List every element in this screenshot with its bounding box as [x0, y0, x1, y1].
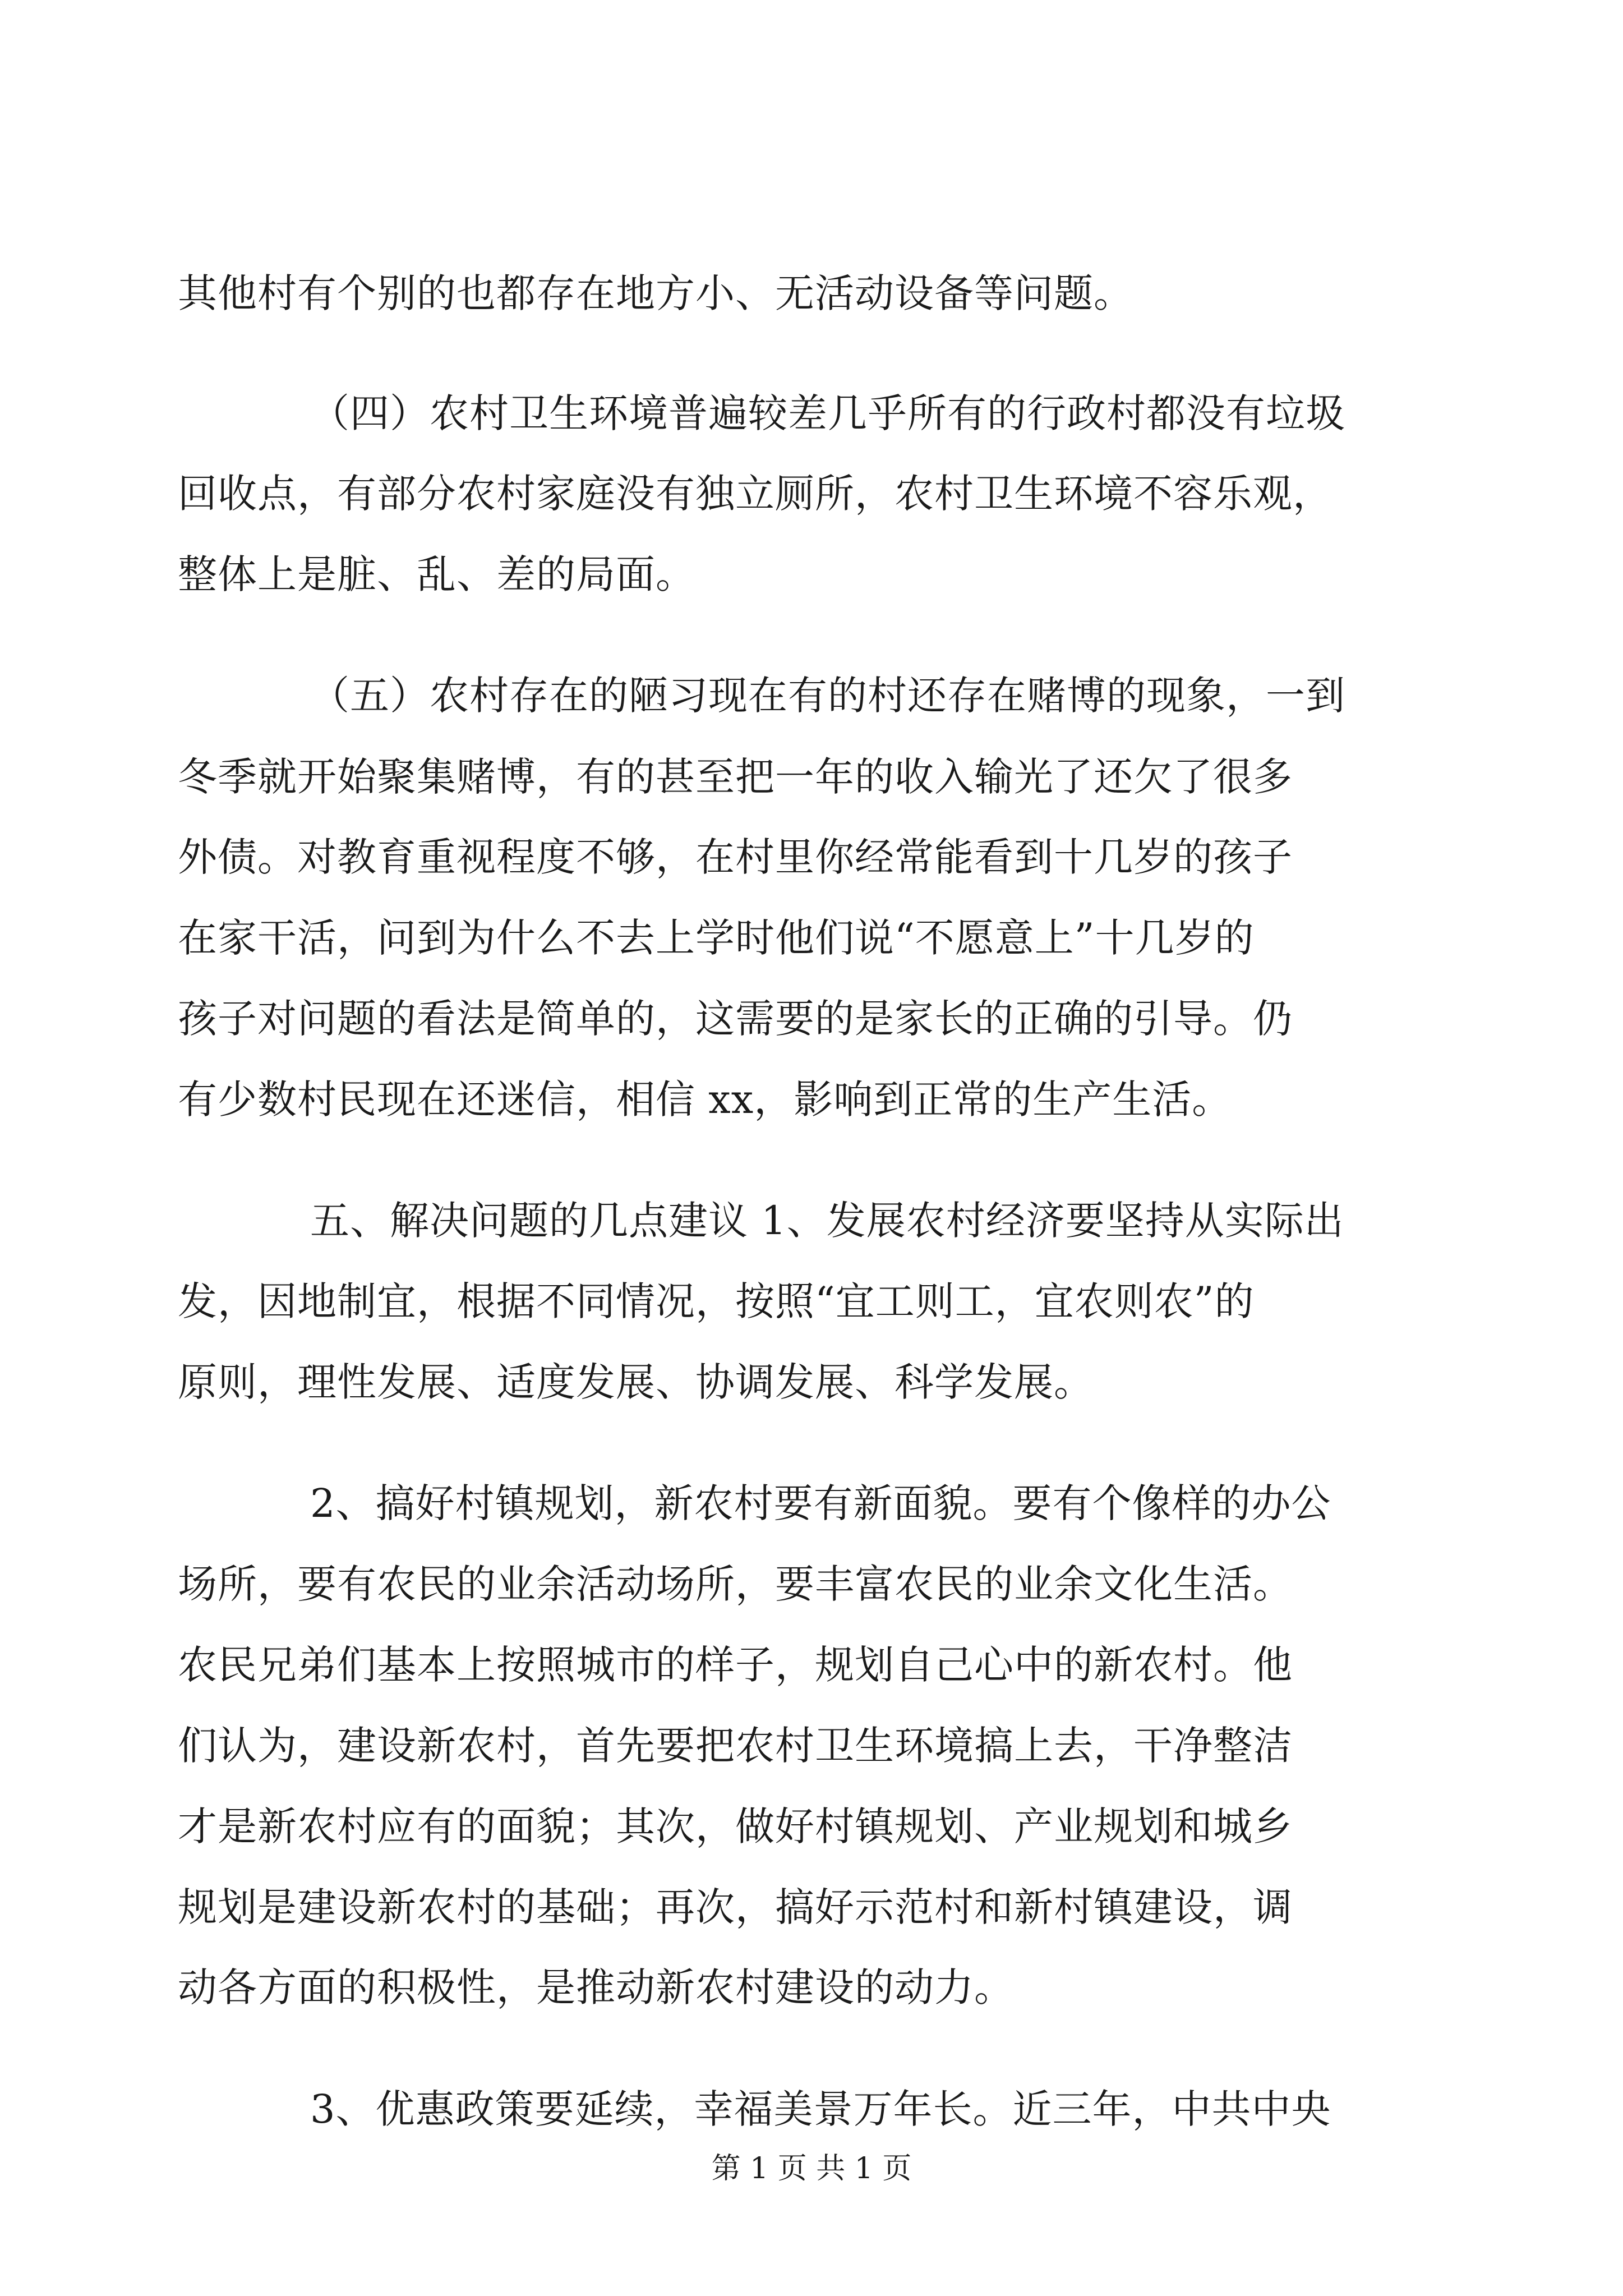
paragraph-line: 整体上是脏、乱、差的局面。 — [178, 551, 695, 597]
paragraph-line: 回收点，有部分农村家庭没有独立厕所，农村卫生环境不容乐观， — [178, 471, 1332, 517]
paragraph-line: 2、搞好村镇规划，新农村要有新面貌。要有个像样的办公 — [310, 1480, 1331, 1526]
paragraph-line: 有少数村民现在还迷信，相信 xx，影响到正常的生产生活。 — [178, 1076, 1232, 1122]
paragraph-line: 五、解决问题的几点建议 1、发展农村经济要坚持从实际出 — [310, 1198, 1344, 1244]
paragraph-line: 其他村有个别的也都存在地方小、无活动设备等问题。 — [178, 270, 1133, 316]
paragraph-line: 原则，理性发展、适度发展、协调发展、科学发展。 — [178, 1359, 1094, 1405]
paragraph-line: 3、优惠政策要延续，幸福美景万年长。近三年，中共中央 — [310, 2086, 1331, 2132]
paragraph-line: 们认为，建设新农村，首先要把农村卫生环境搞上去，干净整洁 — [178, 1723, 1293, 1769]
paragraph-line: （五）农村存在的陋习现在有的村还存在赌博的现象，一到 — [310, 673, 1345, 719]
paragraph-line: 发，因地制宜，根据不同情况，按照“宜工则工，宜农则农”的 — [178, 1278, 1255, 1324]
paragraph-line: 农民兄弟们基本上按照城市的样子，规划自己心中的新农村。他 — [178, 1642, 1293, 1688]
paragraph-line: 孩子对问题的看法是简单的，这需要的是家长的正确的引导。仍 — [178, 996, 1293, 1042]
paragraph-line: 外债。对教育重视程度不够，在村里你经常能看到十几岁的孩子 — [178, 834, 1293, 880]
paragraph-line: （四）农村卫生环境普遍较差几乎所有的行政村都没有垃圾 — [310, 390, 1345, 436]
paragraph-line: 在家干活，问到为什么不去上学时他们说“不愿意上”十几岁的 — [178, 915, 1255, 961]
paragraph-line: 动各方面的积极性，是推动新农村建设的动力。 — [178, 1964, 1014, 2010]
page-number-footer: 第 1 页 共 1 页 — [711, 2152, 912, 2185]
paragraph-line: 才是新农村应有的面貌；其次，做好村镇规划、产业规划和城乡 — [178, 1803, 1293, 1849]
paragraph-line: 规划是建设新农村的基础；再次，搞好示范村和新村镇建设，调 — [178, 1884, 1293, 1930]
paragraph-line: 场所，要有农民的业余活动场所，要丰富农民的业余文化生活。 — [178, 1561, 1293, 1607]
paragraph-line: 冬季就开始聚集赌博，有的甚至把一年的收入输光了还欠了很多 — [178, 754, 1293, 800]
